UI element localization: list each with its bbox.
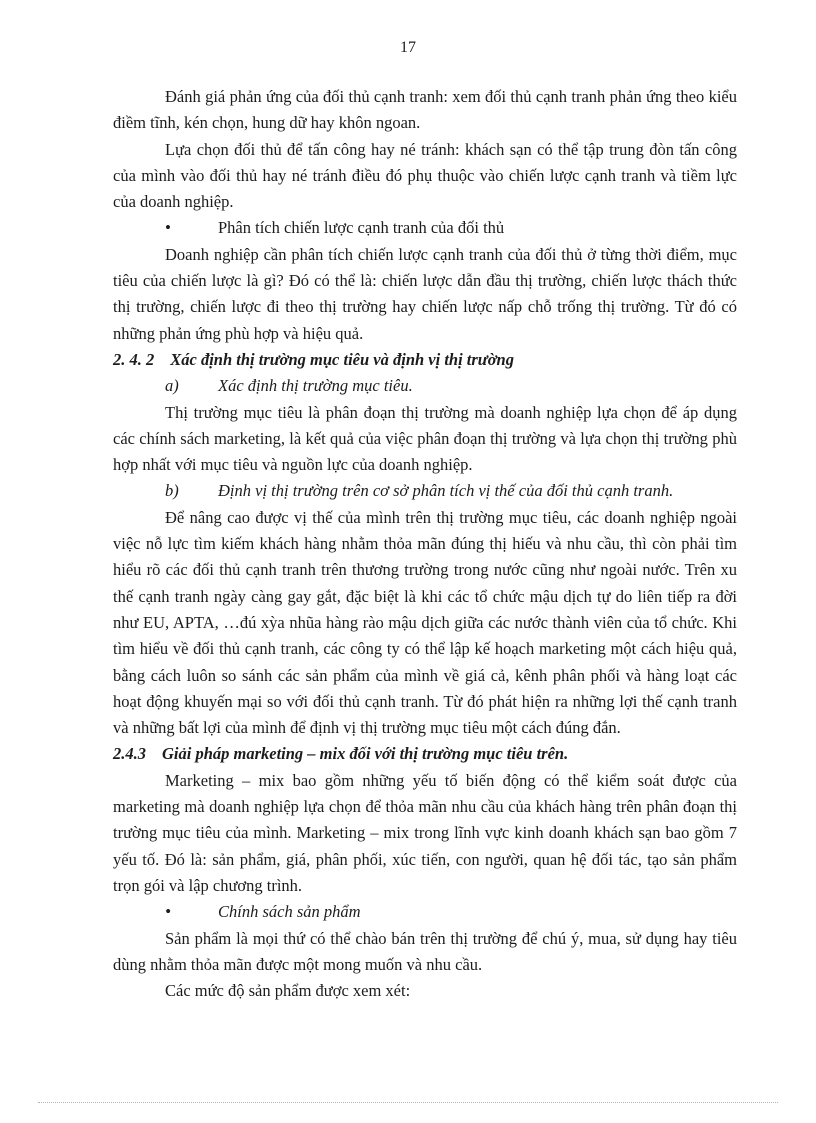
sub-heading — [113, 478, 737, 504]
paragraph: Đánh giá phản ứng của đối thủ cạnh tranh: xem đối thủ cạnh tranh phản ứng theo kiểu điềm tĩnh, kén chọn, hung dữ hay khôn ngoan. — [113, 87, 737, 133]
section-title: Giải pháp marketing – mix đối với thị trường mục tiêu trên. — [162, 744, 569, 764]
bullet-text: Phân tích chiến lược cạnh tranh của đối thủ — [218, 218, 505, 238]
paragraph: Các mức độ sản phẩm được xem xét: — [165, 981, 411, 1001]
paragraph: Lựa chọn đối thủ để tấn công hay né tránh: khách sạn có thể tập trung đòn tấn công của mình vào đối thủ hay né tránh điều đó phụ thuộc vào chiến lược cạnh tranh và tiềm lực của doanh nghiệp. — [113, 139, 737, 212]
page-number: 17 — [400, 39, 416, 56]
section-number: 2.4.3 — [113, 744, 146, 764]
bullet-icon: • — [165, 218, 171, 238]
sub-heading-text: Xác định thị trường mục tiêu. — [218, 376, 413, 396]
bullet-icon: • — [165, 902, 171, 922]
footer-divider — [38, 1102, 778, 1103]
document-body — [0, 58, 816, 1004]
sub-heading — [113, 373, 737, 399]
list-label: b) — [165, 481, 179, 501]
paragraph: Để nâng cao được vị thế của mình trên thị trường mục tiêu, các doanh nghiệp ngoài việc nỗ lực tìm kiếm khách hàng nhằm thỏa mãn đúng thị hiếu và nhu cầu, thì còn phải tìm hiểu rõ các đối thủ cạnh tranh trên thương trường trong nước cũng như ngoài nước. Trên xu thế cạnh tranh ngày càng gay gắt, đặc biệt là khi các tổ chức mậu dịch tự do liên tiếp ra đời như EU, APTA, …đú xỳa nhũa hàng rào mậu dịch giữa các nước thành viên của tổ chức. Khi tìm hiểu về đối thủ cạnh tranh, các công ty có thể lập kế hoạch marketing một cách hiệu quả, bằng cách luôn so sánh các sản phẩm của mình về giá cả, kênh phân phối và hàng loạt các hoạt động khuyến mại so với đối thủ cạnh tranh. Từ đó phát hiện ra những lợi thế cạnh tranh và những bất lợi của mình để định vị thị trường mục tiêu một cách đúng đắn. — [113, 507, 737, 738]
section-heading — [113, 741, 737, 767]
paragraph: Doanh nghiệp cần phân tích chiến lược cạnh tranh của đối thủ ở từng thời điểm, mục tiêu của chiến lược là gì? Đó có thể là: chiến lược dẫn đầu thị trường, chiến lược thách thức thị trường, chiến lược đi theo thị trường hay chiến lược nấp chỗ trống thị trường. Từ đó có những phản ứng phù hợp và hiệu quả. — [113, 244, 737, 343]
sub-heading-text: Định vị thị trường trên cơ sở phân tích vị thế của đối thủ cạnh tranh. — [218, 481, 674, 501]
bullet-text: Chính sách sản phẩm — [218, 902, 361, 922]
paragraph: Marketing – mix bao gồm những yếu tố biến động có thể kiểm soát được của marketing mà doanh nghiệp lựa chọn để thỏa mãn nhu cầu của khách hàng trên phân đoạn thị trường mục tiêu của mình. Marketing – mix trong lĩnh vực kinh doanh khách sạn bao gồm 7 yếu tố. Đó là: sản phẩm, giá, phân phối, xúc tiến, con người, quan hệ đối tác, tạo sản phẩm trọn gói và lập chương trình. — [113, 770, 737, 895]
paragraph: Thị trường mục tiêu là phân đoạn thị trường mà doanh nghiệp lựa chọn để áp dụng các chính sách marketing, là kết quả của việc phân đoạn thị trường và lựa chọn thị trường phù hợp nhất với mục tiêu và nguồn lực của doanh nghiệp. — [113, 402, 737, 475]
section-heading — [113, 347, 737, 373]
list-label: a) — [165, 376, 179, 396]
paragraph: Sản phẩm là mọi thứ có thể chào bán trên thị trường để chú ý, mua, sử dụng hay tiêu dùng nhằm thỏa mãn được một mong muốn và nhu cầu. — [113, 928, 737, 974]
section-number: 2. 4. 2 — [113, 349, 155, 369]
bullet-item — [113, 899, 737, 925]
section-title: Xác định thị trường mục tiêu và định vị thị trường — [170, 349, 514, 369]
bullet-item — [113, 215, 737, 241]
